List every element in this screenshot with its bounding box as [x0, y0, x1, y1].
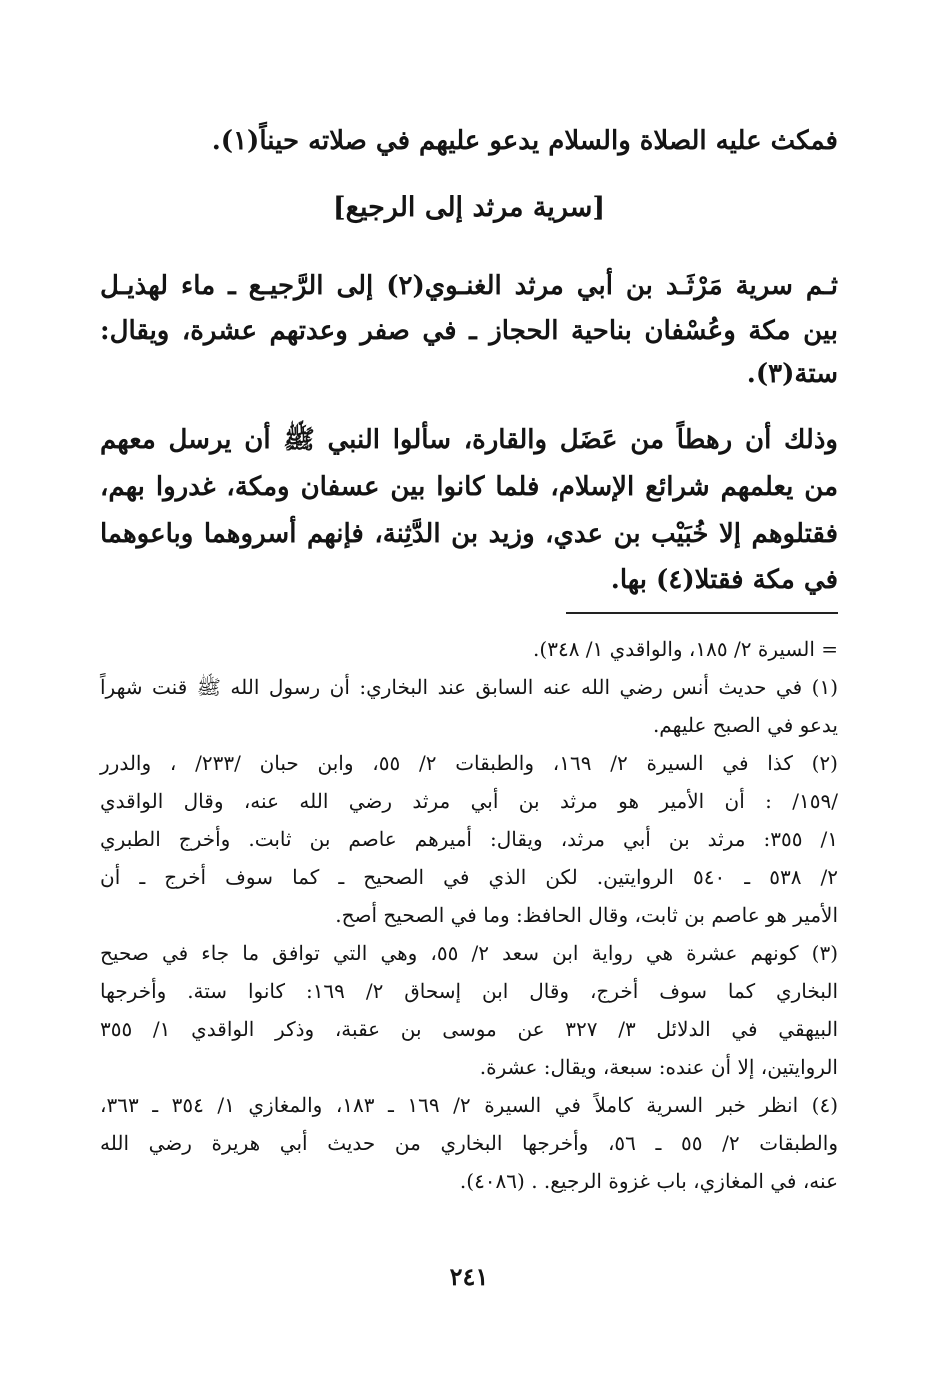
paragraph-2-line-1: وذلك أن رهطاً من عَضَل والقارة، سألوا النبي ﷺ أن يرسل معهم: [100, 425, 838, 455]
paragraph-2-line-3: فقتلوهم إلا خُبَيْب بن عدي، وزيد بن الدَّثِنة، فإنهم أسروهما وباعوهما: [100, 519, 838, 549]
footnote-2-line-3: ١/ ٣٥٥: مرثد بن أبي مرثد، ويقال: أميرهم عاصم بن ثابت. وأخرج الطبري: [100, 827, 838, 851]
footnote-2-line-1: (٢) كذا في السيرة ٢/ ١٦٩، والطبقات ٢/ ٥٥، وابن حبان /٢٣٣/ ، والدرر: [100, 751, 838, 775]
footnote-3-line-1: (٣) كونهم عشرة هي رواية ابن سعد ٢/ ٥٥، وهي التي توافق ما جاء في صحيح: [100, 941, 838, 965]
footnote-1-line-1: (١) في حديث أنس رضي الله عنه السابق عند البخاري: أن رسول الله ﷺ قنت شهراً: [100, 675, 838, 699]
book-page: [100, 0, 838, 1373]
paragraph-1-line-1: ثـم سرية مَرْثَـد بن أبي مرثد الغنـوي(٢) إلى الرَّجيـع ـ ماء لهذيـل: [100, 271, 838, 301]
footnote-2-line-4: ٢/ ٥٣٨ ـ ٥٤٠ الروايتين. لكن الذي في الصحيح ـ كما سوف أخرج ـ أن: [100, 865, 838, 889]
footnote-2-line-5: الأمير هو عاصم بن ثابت، وقال الحافظ: وما في الصحيح أصح.: [335, 903, 838, 927]
footnote-3-line-3: البيهقي في الدلائل ٣/ ٣٢٧ عن موسى بن عقبة، وذكر الواقدي ١/ ٣٥٥: [100, 1017, 839, 1041]
footnote-3-line-2: البخاري كما سوف أخرج، وقال ابن إسحاق ٢/ ١٦٩: كانوا ستة. وأخرجها: [100, 979, 838, 1003]
section-heading: [سرية مرثد إلى الرجيع]: [332, 192, 606, 223]
intro-line: فمكث عليه الصلاة والسلام يدعو عليهم في صلاته حيناً(١).: [211, 126, 838, 156]
page-number: ٢٤١: [449, 1262, 489, 1291]
paragraph-1-line-2: بين مكة وعُسْفان بناحية الحجاز ـ في صفر وعدتهم عشرة، ويقال:: [100, 316, 838, 346]
footnote-4-line-2: والطبقات ٢/ ٥٥ ـ ٥٦، وأخرجها البخاري من حديث أبي هريرة رضي الله: [100, 1131, 838, 1155]
footnote-2-line-2: /١٥٩/ : أن الأمير هو مرثد بن أبي مرثد رضي الله عنه، وقال الواقدي: [100, 789, 838, 813]
footnote-separator: [566, 612, 838, 614]
paragraph-2-line-4: في مكة فقتلا(٤) بها.: [610, 565, 838, 595]
footnote-4-line-1: (٤) انظر خبر السرية كاملاً في السيرة ٢/ ١٦٩ ـ ١٨٣، والمغازي ١/ ٣٥٤ ـ ٣٦٣،: [100, 1093, 839, 1117]
paragraph-1-line-3: ستة(٣).: [746, 359, 838, 389]
footnote-continuation: = السيرة ٢/ ١٨٥، والواقدي ١/ ٣٤٨).: [533, 637, 838, 661]
footnote-1-line-2: يدعو في الصبح عليهم.: [652, 713, 838, 737]
footnote-3-line-4: الروايتين، إلا أن عنده: سبعة، ويقال: عشرة.: [479, 1055, 838, 1079]
footnote-4-line-3: عنه، في المغازي، باب غزوة الرجيع. . (٤٠٨٦).: [459, 1169, 838, 1193]
paragraph-2-line-2: من يعلمهم شرائع الإسلام، فلما كانوا بين عسفان ومكة، غدروا بهم،: [100, 472, 838, 502]
